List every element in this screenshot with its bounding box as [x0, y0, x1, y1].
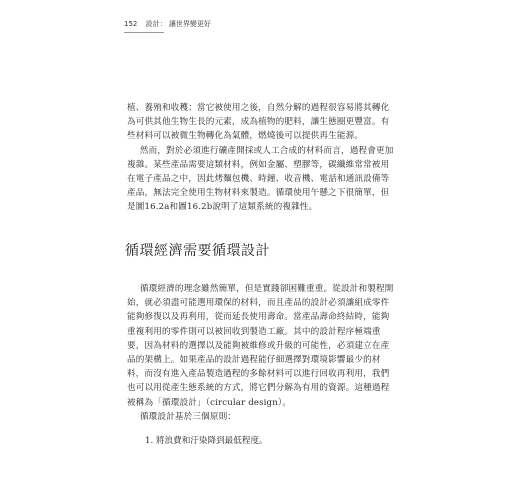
list-item: 1. 將浪費和汙染降到最低程度。 [145, 436, 268, 446]
chapter-label: 設計： [145, 20, 167, 28]
chapter-title: 讓世界變更好 [168, 20, 211, 28]
paragraph: 循環設計基於三個原則： [139, 411, 237, 422]
paragraph: 植、養殖和收穫；當它被使用之後，自然分解的過程很容易將其轉化為可供其他生物生長的元素，成為植物的肥料，讓生態圈更豐富。有些材料可以被微生物轉化為氣體，燃燒後可以提供再生能源。 [127, 103, 390, 142]
section-heading: 循環經濟需要循環設計 [125, 243, 270, 259]
paragraph: 循環經濟的理念雖然簡單，但是實踐卻困難重重。從設計和製程開始，就必須盡可能選用環保的材料，而且產品的設計必須讓組成零件能夠修復以及再利用，從而延長使用壽命。當產品壽命終結時，能夠重複利用的零件則可以被回收到製造工廠。其中的設計程序極端重要，因為材料的選擇以及能夠被維修或升級的可能性，必須建立在產品的架構上。如果產品的設計過程能仔細選擇對環境影響最少的材料，而沒有進入產品製造過程的多餘材料可以進行回收再利用，我們也可以用從產生態系統的方式，將它們分解為有用的資源。這種過程被稱為「循環設計」（circular design）。 [127, 284, 394, 408]
header-rule [124, 32, 164, 33]
body-text-top [127, 101, 397, 215]
body-text-bottom [127, 282, 397, 424]
running-header [124, 19, 211, 29]
page-number: 152 [124, 20, 138, 28]
paragraph: 然而，對於必須進行礦產開採或人工合成的材料而言，過程會更加複雜。某些產品需要這類材料，例如金屬、塑膠等，碳纖維常常被用在電子產品之中，因此烤麵包機、時鐘、收音機、電話和通訊設備等產品，無法完全使用生物材料來製造。循環使用午懸之下很簡單，但是圖16.2a和圖16.2b說明了這類系統的複雜性。 [127, 145, 394, 213]
